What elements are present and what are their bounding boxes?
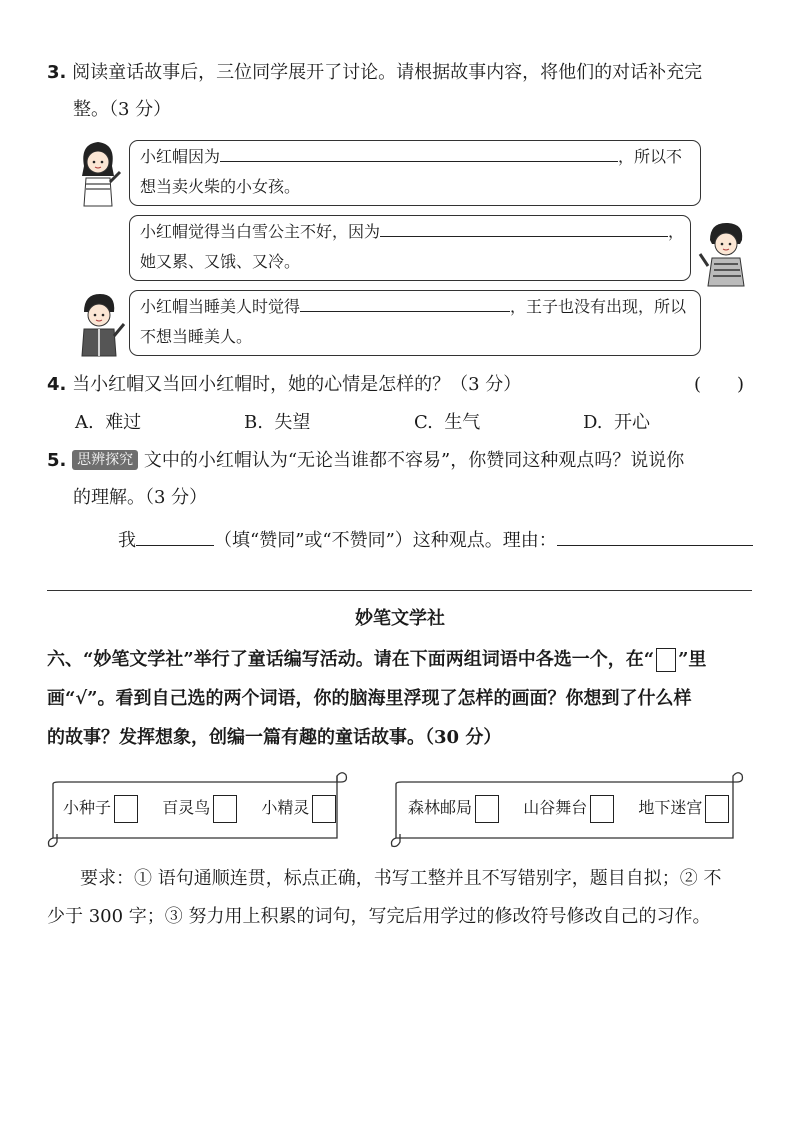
q3-prompt: 阅读童话故事后，三位同学展开了讨论。请根据故事内容，将他们的对话补充完 xyxy=(72,62,703,83)
word-elf: 小精灵 xyxy=(261,798,310,817)
word-seed: 小种子 xyxy=(63,798,112,817)
requirements-line2: 少于 300 字；③ 努力用上积累的词句，写完后用学过的修改符号修改自己的习作。 xyxy=(47,906,711,927)
bubble1-line2: 想当卖火柴的小女孩。 xyxy=(140,177,301,196)
q3-prompt-line2: 整。（3 分） xyxy=(73,99,172,120)
answer-line[interactable] xyxy=(47,590,752,591)
q5-number: 5. xyxy=(47,450,67,471)
q5-answer-line xyxy=(118,525,753,554)
boy-avatar-left xyxy=(70,288,128,358)
bubble3-pre: 小红帽当睡美人时觉得 xyxy=(140,297,301,316)
q4-answer-paren[interactable]: ( ) xyxy=(694,374,745,395)
section-title: 妙笔文学社 xyxy=(355,608,445,629)
q4-option-d[interactable]: D. 开心 xyxy=(583,412,650,433)
q6-line3: 的故事？发挥想象，创编一篇有趣的童话故事。（30 分） xyxy=(47,727,502,748)
checkbox-seed[interactable] xyxy=(114,795,138,823)
word-lark: 百灵鸟 xyxy=(162,798,211,817)
q4-option-a[interactable]: A. 难过 xyxy=(75,412,142,433)
word-forest-post: 森林邮局 xyxy=(408,798,473,817)
bubble1-post: ，所以不 xyxy=(618,147,683,166)
checkbox-elf[interactable] xyxy=(312,795,336,823)
girl-avatar xyxy=(70,136,126,208)
q4-option-b[interactable]: B. 失望 xyxy=(244,412,311,433)
bubble3-line2: 不想当睡美人。 xyxy=(140,327,253,346)
q5-tag-badge: 思辨探究 xyxy=(72,450,138,470)
word-valley-stage: 山谷舞台 xyxy=(523,798,588,817)
q5-line1 xyxy=(47,448,684,474)
bubble-2 xyxy=(129,215,691,281)
q4-option-c[interactable]: C. 生气 xyxy=(414,412,481,433)
bubble3-blank[interactable] xyxy=(300,291,510,312)
checkbox-maze[interactable] xyxy=(705,795,729,823)
q5-answer-mid: （填“赞同”或“不赞同”）这种观点。理由： xyxy=(214,530,557,551)
boy-avatar-right xyxy=(696,218,756,288)
bubble3-post: ，王子也没有出现，所以 xyxy=(510,297,687,316)
checkbox-forest-post[interactable] xyxy=(475,795,499,823)
group1-words xyxy=(63,794,336,823)
bubble2-pre: 小红帽觉得当白雪公主不好，因为 xyxy=(140,222,381,241)
word-scroll-1 xyxy=(45,770,350,848)
requirements-line1: 要求：① 语句通顺连贯，标点正确，书写工整并且不写错别字，题目自拟；② 不 xyxy=(80,868,722,889)
q6-prompt-a: 六、“妙笔文学社”举行了童话编写活动。请在下面两组词语中各选一个，在“ xyxy=(47,649,655,670)
bubble-3 xyxy=(129,290,701,356)
q6-line1 xyxy=(47,647,706,673)
q3-line1 xyxy=(47,60,702,86)
word-scroll-2 xyxy=(388,770,746,848)
bubble2-line2: 她又累、又饿、又冷。 xyxy=(140,252,301,271)
q5-prompt: 文中的小红帽认为“无论当谁都不容易”，你赞同这种观点吗？说说你 xyxy=(143,450,685,471)
bubble2-post: ， xyxy=(668,222,685,241)
q5-answer-pre: 我 xyxy=(118,530,136,551)
q5-agree-blank[interactable] xyxy=(136,525,214,546)
bubble1-blank[interactable] xyxy=(220,141,618,162)
q6-line2: 画“√”。看到自己选的两个词语，你的脑海里浮现了怎样的画面？你想到了什么样 xyxy=(47,688,692,709)
q6-prompt-b: ”里 xyxy=(678,649,707,670)
q4-line xyxy=(47,372,521,398)
word-maze: 地下迷宫 xyxy=(638,798,703,817)
q5-reason-blank[interactable] xyxy=(557,525,753,546)
group2-words xyxy=(408,794,729,823)
checkbox-valley-stage[interactable] xyxy=(590,795,614,823)
bubble-1 xyxy=(129,140,701,206)
q4-number: 4. xyxy=(47,374,67,395)
bubble1-pre: 小红帽因为 xyxy=(140,147,221,166)
checkbox-lark[interactable] xyxy=(213,795,237,823)
checkbox-sample-icon xyxy=(656,648,676,672)
q3-number: 3. xyxy=(47,62,67,83)
q4-prompt: 当小红帽又当回小红帽时，她的心情是怎样的？（3 分） xyxy=(72,374,522,395)
bubble2-blank[interactable] xyxy=(380,216,668,237)
q5-prompt-line2: 的理解。（3 分） xyxy=(73,487,208,508)
